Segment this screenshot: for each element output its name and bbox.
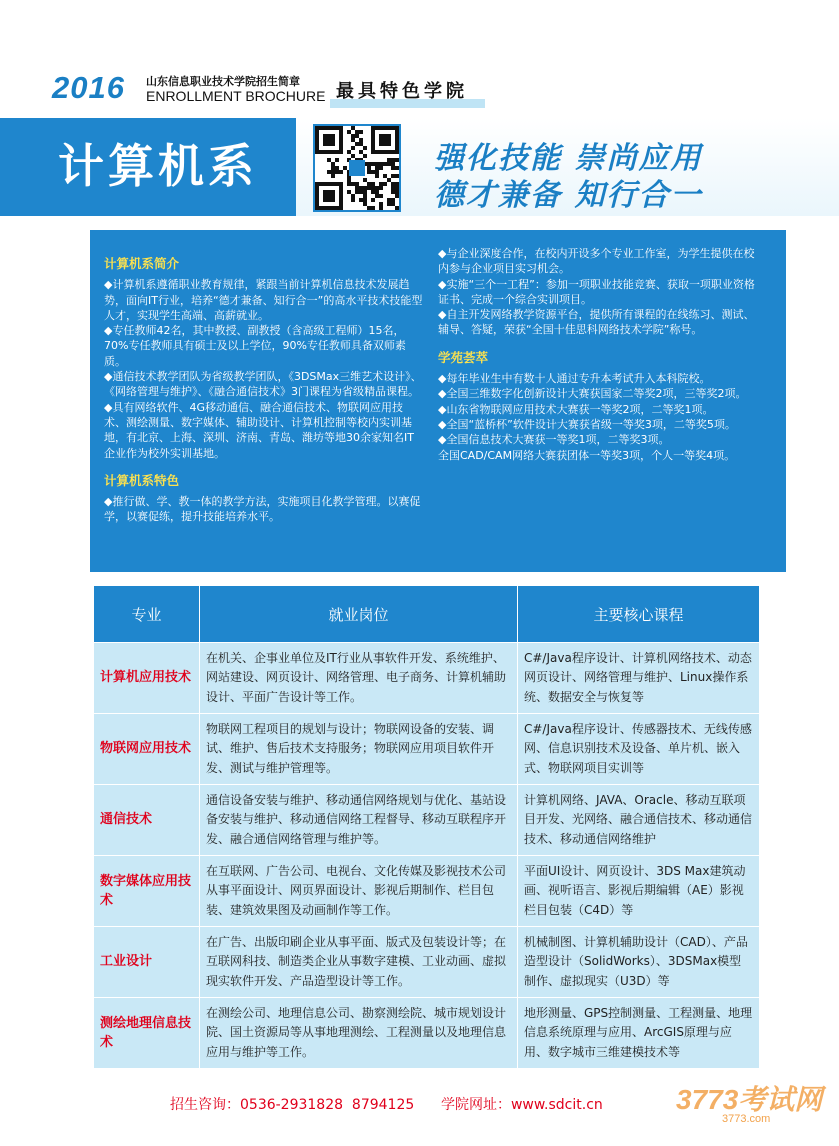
intro-paragraph: ◆具有网络软件、4G移动通信、融合通信技术、物联网应用技术、测绘测量、数字媒体、辅助设计、计算机控制等校内实训基地，有北京、上海、深圳、济南、青岛、潍坊等地30余家知名IT企业作为校外实训基地。 xyxy=(104,400,414,460)
achievement-item: ◆山东省物联网应用技术大赛获一等奖2项，二等奖1项。 xyxy=(438,402,714,416)
column-header-courses: 主要核心课程 xyxy=(518,586,760,643)
table-row xyxy=(94,856,760,927)
core-courses: 计算机网络、JAVA、Oracle、移动互联项目开发、光网络、融合通信技术、移动通信技术、移动通信网络维护 xyxy=(518,785,760,856)
major-name: 工业设计 xyxy=(94,927,200,998)
year-label: 2016 xyxy=(52,70,125,105)
feature-paragraph: ◆自主开发网络教学资源平台，提供所有课程的在线练习、测试、辅导、答疑，荣获“全国十佳思科网络技术学院”称号。 xyxy=(438,308,755,337)
major-name: 数字媒体应用技术 xyxy=(94,856,200,927)
feature-paragraph: ◆实施“三个一工程”：参加一项职业技能竞赛、获取一项职业资格证书、完成一个综合实训项目。 xyxy=(438,277,755,306)
core-courses: 机械制图、计算机辅助设计（CAD）、产品造型设计（SolidWorks）、3DSMax模型制作、虚拟现实（U3D）等 xyxy=(518,927,760,998)
job-positions: 在测绘公司、地理信息公司、勘察测绘院、城市规划设计院、国土资源局等从事地理测绘、工程测量以及地理信息应用与维护等工作。 xyxy=(200,998,518,1069)
school-name: 山东信息职业技术学院招生简章 xyxy=(146,75,300,88)
intro-panel xyxy=(90,230,786,572)
major-name: 物联网应用技术 xyxy=(94,714,200,785)
job-positions: 物联网工程项目的规划与设计；物联网设备的安装、调试、维护、售后技术支持服务；物联网应用项目软件开发、测试与维护管理等。 xyxy=(200,714,518,785)
intro-right-column xyxy=(438,246,758,463)
job-positions: 在广告、出版印刷企业从事平面、版式及包装设计等；在互联网科技、制造类企业从事数字建模、工业动画、虚拟现实软件开发、产品造型设计等工作。 xyxy=(200,927,518,998)
intro-left-column xyxy=(104,256,424,525)
achievement-item: ◆全国三维数字化创新设计大赛获国家二等奖2项，三等奖2项。 xyxy=(438,387,747,401)
majors-table xyxy=(93,585,760,1069)
motto-line-2: 德才兼备 知行合一 xyxy=(434,178,703,213)
job-positions: 在互联网、广告公司、电视台、文化传媒及影视技术公司从事平面设计、网页界面设计、影视后期制作、栏目包装、建筑效果图及动画制作等工作。 xyxy=(200,856,518,927)
table-row xyxy=(94,785,760,856)
feature-paragraph: ◆与企业深度合作，在校内开设多个专业工作室，为学生提供在校内参与企业项目实习机会。 xyxy=(438,247,755,276)
intro-paragraph: ◆计算机系遵循职业教育规律，紧跟当前计算机信息技术发展趋势，面向IT行业，培养“德才兼备、知行合一”的高水平技术技能型人才，实现学生高端、高薪就业。 xyxy=(104,278,423,322)
major-name: 测绘地理信息技术 xyxy=(94,998,200,1069)
table-header-row xyxy=(94,586,760,643)
achievement-item: ◆每年毕业生中有数十人通过专升本考试升入本科院校。 xyxy=(438,372,711,386)
achievement-item: ◆全国“蓝桥杯”软件设计大赛获省级一等奖3项，二等奖5项。 xyxy=(438,417,736,431)
job-positions: 在机关、企事业单位及IT行业从事软件开发、系统维护、网站建设、网页设计、网络管理、电子商务、计算机辅助设计、平面广告设计等工作。 xyxy=(200,643,518,714)
watermark-url: 3773.com xyxy=(722,1113,771,1125)
core-courses: C#/Java程序设计、计算机网络技术、动态网页设计、网络管理与维护、Linux操作系统、数据安全与恢复等 xyxy=(518,643,760,714)
column-header-jobs: 就业岗位 xyxy=(200,586,518,643)
core-courses: 地形测量、GPS控制测量、工程测量、地理信息系统原理与应用、ArcGIS原理与应用、数字城市三维建模技术等 xyxy=(518,998,760,1069)
section-title-features: 计算机系特色 xyxy=(104,472,180,488)
column-header-major: 专业 xyxy=(94,586,200,643)
department-title: 计算机系 xyxy=(58,139,258,193)
achievement-item: ◆全国信息技术大赛获一等奖1项，二等奖3项。 xyxy=(438,433,670,447)
core-courses: C#/Java程序设计、传感器技术、无线传感网、信息识别技术及设备、单片机、嵌入式、物联网项目实训等 xyxy=(518,714,760,785)
watermark-logo: 3773考试网 xyxy=(676,1084,823,1115)
section-title-achievements: 学苑荟萃 xyxy=(438,349,489,365)
brochure-header xyxy=(0,66,839,110)
major-name: 通信技术 xyxy=(94,785,200,856)
table-row xyxy=(94,927,760,998)
table-row xyxy=(94,714,760,785)
header-slogan: 最具特色学院 xyxy=(336,81,468,102)
table-row xyxy=(94,643,760,714)
motto-line-1: 强化技能 崇尚应用 xyxy=(434,141,703,176)
achievement-item: 全国CAD/CAM网络大赛获团体一等奖3项，个人一等奖4项。 xyxy=(438,448,736,462)
table-row xyxy=(94,998,760,1069)
brochure-english-title: ENROLLMENT BROCHURE xyxy=(146,88,326,104)
feature-paragraph: ◆推行做、学、教一体的教学方法，实施项目化教学管理。以赛促学，以赛促练，提升技能培养水平。 xyxy=(104,495,421,524)
major-name: 计算机应用技术 xyxy=(94,643,200,714)
contact-footer: 招生咨询：0536-2931828 8794125 学院网址：www.sdcit.cn xyxy=(170,1097,603,1113)
qr-code-icon xyxy=(313,124,401,212)
job-positions: 通信设备安装与维护、移动通信网络规划与优化、基站设备安装与维护、移动通信网络工程督导、移动互联程序开发、融合通信网络管理与维护等。 xyxy=(200,785,518,856)
section-title-intro: 计算机系简介 xyxy=(104,256,180,271)
core-courses: 平面UI设计、网页设计、3DS Max建筑动画、视听语言、影视后期编辑（AE）影视栏目包装（C4D）等 xyxy=(518,856,760,927)
intro-paragraph: ◆通信技术教学团队为省级教学团队，《3DSMax三维艺术设计》、《网络管理与维护》、《融合通信技术》3门课程为省级精品课程。 xyxy=(104,370,422,399)
intro-paragraph: ◆专任教师42名，其中教授、副教授（含高级工程师）15名，70%专任教师具有硕士及以上学位，90%专任教师具备双师素质。 xyxy=(104,324,406,368)
